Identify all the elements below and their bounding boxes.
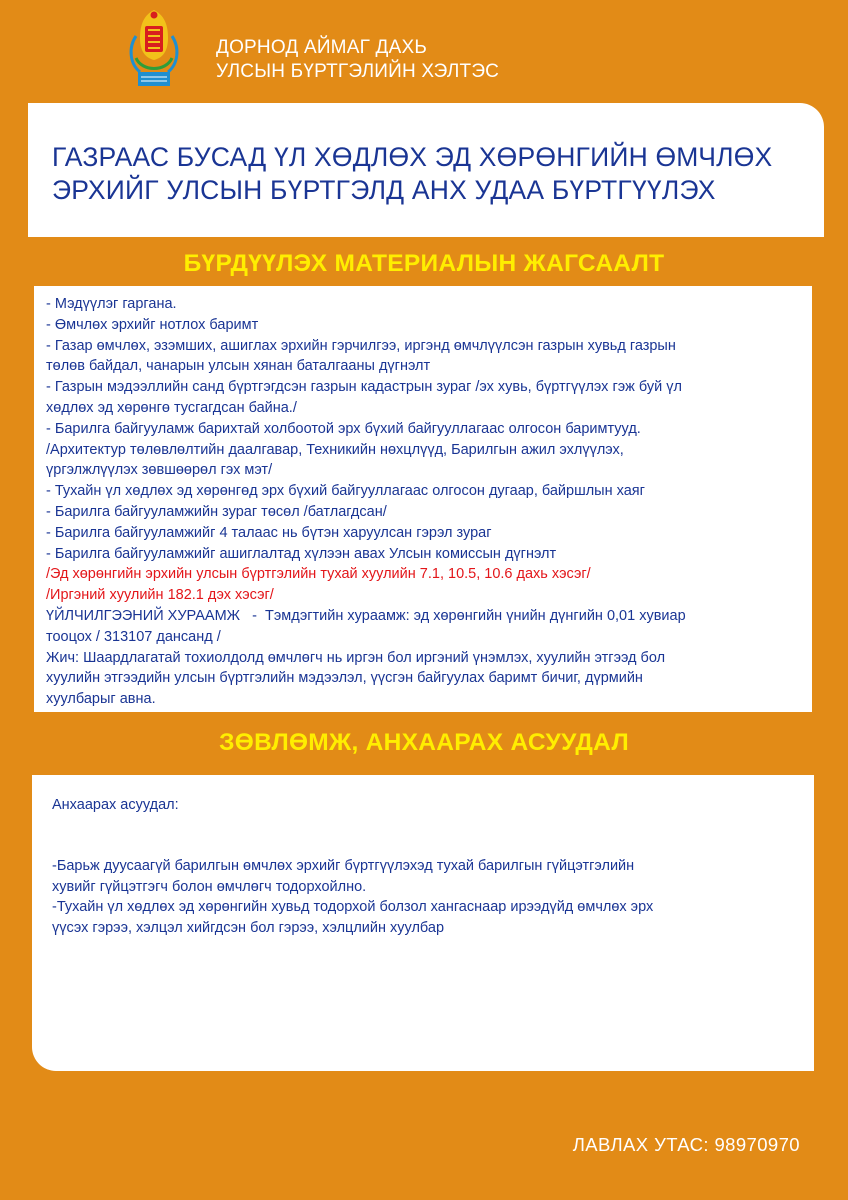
note: хуулийн этгээдийн улсын бүртгэлийн мэдээлэл, үүсгэн байгуулах баримт бичиг, дүрмийн: [46, 670, 643, 687]
advice-item: -Тухайн үл хөдлөх эд хөрөнгийн хувьд тодорхой болзол хангаснаар ирээдүйд өмчлөх эрх: [52, 899, 654, 916]
page-title-line: ГАЗРААС БУСАД ҮЛ ХӨДЛӨХ ЭД ХӨРӨНГИЙН ӨМЧЛӨХ: [52, 142, 773, 172]
contact-phone: ЛАВЛАХ УТАС: 98970970: [572, 1134, 800, 1155]
page-title: [52, 141, 812, 207]
list-item: - Газрын мэдээллийн санд бүртгэгдсэн газрын кадастрын зураг /эх хувь, бүртгүүлэх гэж буй үл: [46, 379, 682, 396]
list-item: - Барилга байгууламж барихтай холбоотой эрх бүхий байгууллагаас олгосон баримтууд.: [46, 420, 641, 437]
mongolia-state-emblem-icon: [124, 6, 184, 90]
list-item: - Өмчлөх эрхийг нотлох баримт: [46, 316, 259, 333]
advice-panel: [32, 775, 814, 1071]
list-item: төлөв байдал, чанарын улсын хянан баталгааны дүгнэлт: [46, 358, 431, 375]
organization-name-line: ДОРНОД АЙМАГ ДАХЬ: [216, 37, 428, 58]
legal-reference: /Эд хөрөнгийн эрхийн улсын бүртгэлийн тухай хуулийн 7.1, 10.5, 10.6 дахь хэсэг/: [46, 566, 591, 583]
advice-item: хувийг гүйцэтгэгч болон өмчлөгч тодорхойлно.: [52, 878, 367, 895]
list-item: - Барилга байгууламжийг 4 талаас нь бүтэн харуулсан гэрэл зураг: [46, 524, 492, 541]
list-item: үргэлжлүүлэх зөвшөөрөл гэх мэт/: [46, 462, 273, 479]
list-item: /Архитектур төлөвлөлтийн даалгавар, Техникийн нөхцлүүд, Барилгын ажил эхлүүлэх,: [46, 441, 624, 458]
organization-name-line: УЛСЫН БҮРТГЭЛИЙН ХЭЛТЭС: [216, 61, 500, 82]
legal-reference: /Иргэний хуулийн 182.1 дэх хэсэг/: [46, 587, 274, 604]
list-item: - Мэдүүлэг гаргана.: [46, 296, 177, 312]
page-title-line: ЭРХИЙГ УЛСЫН БҮРТГЭЛД АНХ УДАА БҮРТГҮҮЛЭХ: [52, 175, 716, 205]
service-fee: тооцох / 313107 дансанд /: [46, 628, 221, 645]
list-item: - Тухайн үл хөдлөх эд хөрөнгөд эрх бүхий байгууллагаас олгосон дугаар, байршлын хаяг: [46, 483, 645, 500]
note: хуулбарыг авна.: [46, 691, 156, 708]
materials-list: [34, 286, 812, 712]
advice-item: үүсэх гэрээ, хэлцэл хийгдсэн бол гэрээ, хэлцлийн хуулбар: [52, 920, 445, 937]
note: Жич: Шаардлагатай тохиолдолд өмчлөгч нь иргэн бол иргэний үнэмлэх, хуулийн этгээд бол: [46, 649, 666, 666]
list-item: - Газар өмчлөх, эзэмших, ашиглах эрхийн гэрчилгээ, иргэнд өмчлүүлсэн газрын хувьд газрын: [46, 337, 676, 354]
advice-heading: ЗӨВЛӨМЖ, АНХААРАХ АСУУДАЛ: [219, 729, 629, 756]
advice-label: Анхаарах асуудал:: [52, 797, 179, 813]
service-fee: ҮЙЛЧИЛГЭЭНИЙ ХУРААМЖ - Тэмдэгтийн хураамж: эд хөрөнгийн үнийн дүнгийн 0,01 хувиар: [46, 607, 686, 624]
list-item: хөдлөх эд хөрөнгө тусгагдсан байна./: [46, 399, 297, 416]
materials-heading: БҮРДҮҮЛЭХ МАТЕРИАЛЫН ЖАГСААЛТ: [183, 250, 665, 277]
list-item: - Барилга байгууламжийг ашиглалтад хүлээн авах Улсын комиссын дүгнэлт: [46, 545, 557, 562]
list-item: - Барилга байгууламжийн зураг төсөл /батлагдсан/: [46, 503, 387, 520]
title-card: [28, 103, 824, 237]
organization-name: [216, 36, 499, 84]
header: [124, 6, 724, 90]
advice-item: -Барьж дуусаагүй барилгын өмчлөх эрхийг бүртгүүлэхэд тухай барилгын гүйцэтгэлийн: [52, 857, 635, 874]
